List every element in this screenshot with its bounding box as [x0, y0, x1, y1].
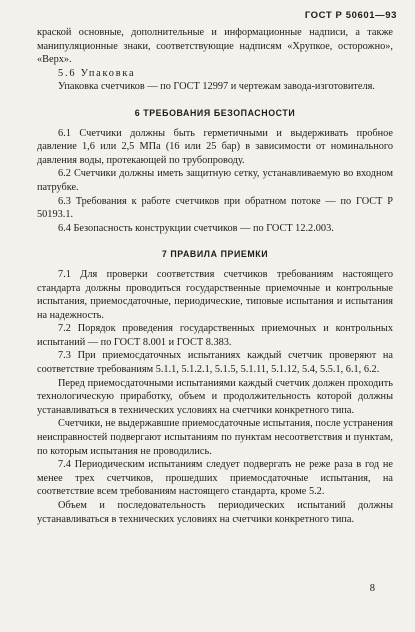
clause-7-3: 7.3 При приемосдаточных испытаниях каждый счетчик проверяют на соответствие требованиям 5.1.1, 5.1.2.1, 5.1.5, 5.1.11, 5.1.12, 5.4, 5.5.1, 6.1, 6.2. — [37, 350, 393, 376]
clause-7-3-retest: Счетчики, не выдержавшие приемосдаточные испытания, после устранения неисправностей подвергают испытаниям по пунктам несоответствия и пунктам, по которым испытания не проводились. — [37, 418, 393, 457]
document-header: ГОСТ Р 50601—93 — [304, 10, 397, 21]
section-7-heading: 7 ПРАВИЛА ПРИЕМКИ — [161, 249, 269, 260]
continued-paragraph: краской основные, дополнительные и информационные надписи, а также манипуляционные знаки, соответствующие надписям «Хрупкое, осторожно», «Верх». — [37, 27, 393, 66]
clause-7-4: 7.4 Периодическим испытаниям следует подвергать не реже раза в год не менее трех счетчиков, прошедших приемосдаточные испытания, на соответствие всем требованиям настоящего стандарта, кроме 5.2. — [37, 459, 393, 498]
clause-5-6-title: 5.6 Упаковка — [58, 67, 136, 79]
clause-5-6-text: Упаковка счетчиков — по ГОСТ 12997 и чертежам завода-изготовителя. — [58, 81, 375, 93]
clause-7-2: 7.2 Порядок проведения государственных приемочных и контрольных испытаний — по ГОСТ 8.001 и ГОСТ 8.383. — [37, 323, 393, 348]
page-number: 8 — [369, 583, 375, 594]
clause-7-3-preparation: Перед приемосдаточными испытаниями каждый счетчик должен проходить технологическую приработку, объем и продолжительность которой должны устанавливаться в технических условиях на счетчики конкретного типа. — [37, 377, 393, 416]
section-6-heading: 6 ТРЕБОВАНИЯ БЕЗОПАСНОСТИ — [134, 107, 296, 118]
document-body — [37, 26, 393, 526]
clause-7-1: 7.1 Для проверки соответствия счетчиков требованиям настоящего стандарта должны проводиться государственные приемочные и контрольные испытания, приемосдаточные, периодические, типовые испытания и испытания на надежность. — [37, 268, 393, 321]
clause-6-3: 6.3 Требования к работе счетчиков при обратном потоке — по ГОСТ Р 50193.1. — [37, 195, 393, 221]
clause-6-2: 6.2 Счетчики должны иметь защитную сетку, устанавливаемую во входном патрубке. — [37, 168, 393, 193]
clause-6-1: 6.1 Счетчики должны быть герметичными и выдерживать пробное давление 1,6 или 2,5 МПа (16 или 25 бар) в зависимости от номинального давления воды, протекающей по трубопроводу. — [37, 127, 393, 166]
clause-7-4-scope: Объем и последовательность периодических испытаний должны устанавливаться в технических условиях на счетчики конкретного типа. — [37, 500, 393, 525]
clause-6-4: 6.4 Безопасность конструкции счетчиков — по ГОСТ 12.2.003. — [58, 222, 334, 234]
